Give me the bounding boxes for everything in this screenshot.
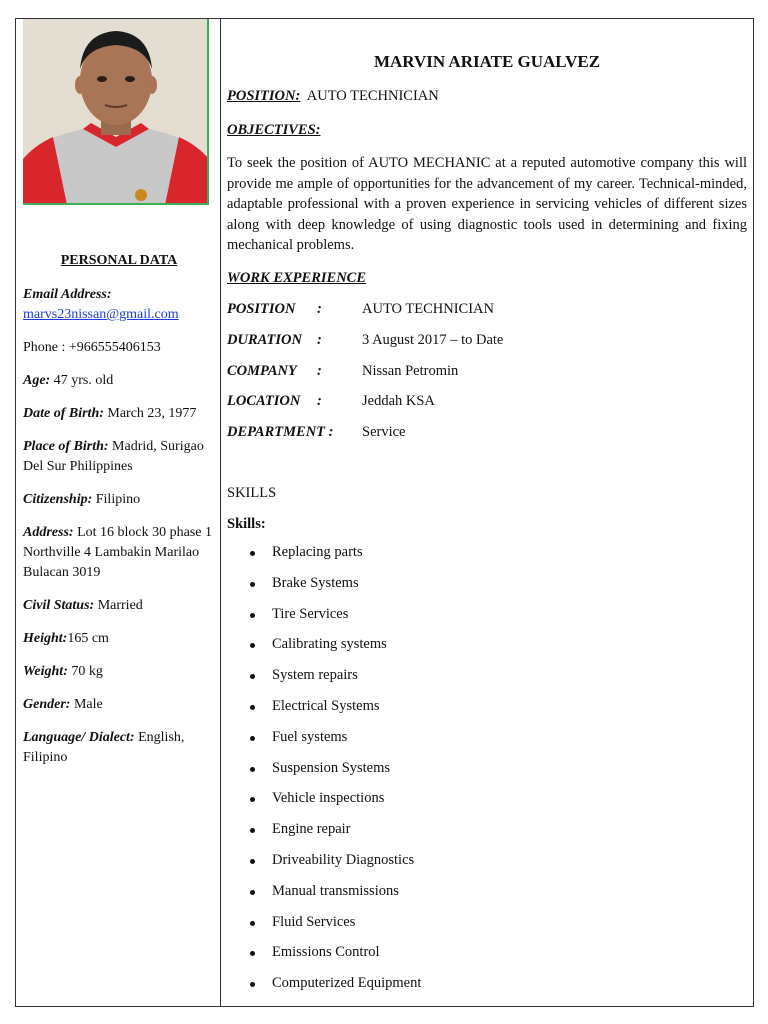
work-value: Service	[362, 424, 406, 440]
resume-sheet	[15, 18, 754, 1007]
language-value: English, Filipino	[23, 730, 185, 765]
address-value: Lot 16 block 30 phase 1 Northville 4 Lambakin Marilao Bulacan 3019	[23, 525, 212, 580]
work-label: DURATION	[227, 332, 302, 348]
email-label: Email Address:	[23, 287, 112, 302]
height-value: 165 cm	[67, 631, 109, 646]
personal-data-list	[23, 285, 215, 781]
dob-label: Date of Birth:	[23, 406, 104, 421]
age-item	[23, 371, 215, 391]
list-item: Driveability Diagnostics	[227, 852, 747, 883]
candidate-name: MARVIN ARIATE GUALVEZ	[373, 52, 601, 71]
dob-item	[23, 404, 215, 424]
address-label: Address:	[23, 525, 74, 540]
skills-heading: SKILLS	[227, 485, 277, 501]
citizenship-value: Filipino	[92, 492, 141, 507]
list-item: Electrical Systems	[227, 698, 747, 729]
weight-value: 70 kg	[67, 664, 103, 679]
language-item	[23, 728, 215, 768]
gender-item	[23, 695, 215, 715]
personal-data-title: PERSONAL DATA	[60, 253, 178, 268]
work-experience-heading: WORK EXPERIENCE	[227, 270, 367, 286]
weight-item	[23, 662, 215, 682]
citizenship-label: Citizenship:	[23, 492, 93, 507]
position-value: AUTO TECHNICIAN	[306, 88, 439, 104]
civil-status-label: Civil Status:	[23, 598, 95, 613]
work-value: AUTO TECHNICIAN	[362, 301, 494, 317]
work-value: 3 August 2017 – to Date	[362, 332, 504, 348]
objective-text: To seek the position of AUTO MECHANIC at a reputed automotive company this will provide me ample of opportunities for the advancement of my career. Technical-minded, adaptable professional with a proven experience in servicing vehicles of different sizes along with deep knowledge of using diagnostic tools used in determining and fixing mechanical problems.	[227, 155, 747, 253]
civil-status-value: Married	[94, 598, 143, 613]
pob-value: Madrid, Surigao Del Sur Philippines	[23, 439, 204, 474]
height-item	[23, 629, 215, 649]
phone-item: Phone : +966555406153	[23, 340, 161, 355]
skills-label: Skills:	[227, 516, 266, 532]
email-item	[23, 285, 215, 325]
list-item: Tire Services	[227, 606, 747, 637]
objectives-heading: OBJECTIVES:	[227, 122, 321, 138]
position-label: POSITION:	[227, 88, 301, 104]
age-label: Age:	[23, 373, 51, 388]
skills-list	[227, 544, 747, 1006]
height-label: Height:	[23, 631, 68, 646]
work-label: DEPARTMENT :	[227, 424, 334, 440]
work-value: Nissan Petromin	[362, 363, 459, 379]
work-colon: :	[317, 393, 322, 409]
email-link[interactable]: marvs23nissan@gmail.com	[23, 307, 179, 322]
work-label: LOCATION	[227, 393, 301, 409]
column-divider	[220, 19, 221, 1006]
pob-item	[23, 437, 215, 477]
list-item: Fluid Services	[227, 914, 747, 945]
work-colon: :	[317, 301, 322, 317]
list-item: Emissions Control	[227, 944, 747, 975]
address-item	[23, 523, 215, 583]
language-label: Language/ Dialect:	[23, 730, 135, 745]
list-item: Brake Systems	[227, 575, 747, 606]
work-value: Jeddah KSA	[362, 393, 435, 409]
gender-value: Male	[70, 697, 103, 712]
position-line	[227, 88, 439, 105]
list-item: Suspension Systems	[227, 760, 747, 791]
list-item: Replacing parts	[227, 544, 747, 575]
list-item: Manual transmissions	[227, 883, 747, 914]
list-item: Fuel systems	[227, 729, 747, 760]
civil-status-item	[23, 596, 215, 616]
work-label: POSITION	[227, 301, 296, 317]
work-label: COMPANY	[227, 363, 297, 379]
dob-value: March 23, 1977	[103, 406, 197, 421]
list-item: Calibrating systems	[227, 636, 747, 667]
list-item: System repairs	[227, 667, 747, 698]
work-colon: :	[317, 363, 322, 379]
weight-label: Weight:	[23, 664, 68, 679]
profile-photo	[23, 19, 209, 205]
citizenship-item	[23, 490, 215, 510]
list-item: Engine repair	[227, 821, 747, 852]
age-value: 47 yrs. old	[50, 373, 114, 388]
list-item: Computerized Equipment	[227, 975, 747, 1006]
list-item: Vehicle inspections	[227, 790, 747, 821]
gender-label: Gender:	[23, 697, 71, 712]
work-colon: :	[317, 332, 322, 348]
pob-label: Place of Birth:	[23, 439, 109, 454]
